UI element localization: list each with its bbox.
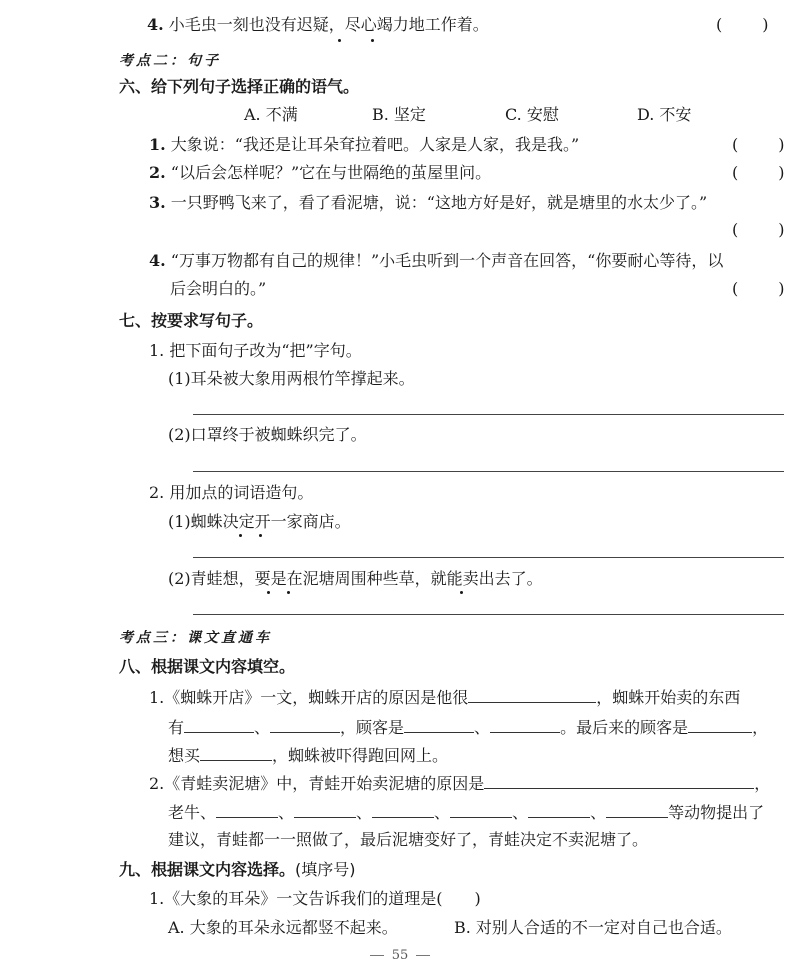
blank[interactable] (484, 772, 754, 789)
emphasis-dot (267, 591, 270, 594)
blank[interactable] (200, 744, 272, 761)
dash-decoration (370, 955, 384, 956)
emphasis-dot (239, 534, 242, 537)
fill-line-4: 2.《青蛙卖泥塘》中，青蛙开始卖泥塘的原因是 ， (149, 774, 771, 793)
emphasis-dot (460, 591, 463, 594)
section-7-title: 七、按要求写句子。 (119, 311, 264, 330)
writing-line[interactable] (193, 414, 784, 415)
fill-line-2: 有 、 ，顾客是 、 。最后来的顾客是 ， (168, 718, 769, 737)
emphasis-dot (338, 39, 341, 42)
choice-option-b[interactable]: B. 对别人合适的不一定对自己也合适。 (454, 918, 732, 937)
sub-item: (2)青蛙想，要是在泥塘周围种些草，就能卖出去了。 (168, 569, 543, 588)
sub-question: 2. 用加点的词语造句。 (149, 483, 314, 502)
emphasis-dot (371, 39, 374, 42)
section-6-title: 六、给下列句子选择正确的语气。 (119, 77, 360, 96)
section-8-title: 八、根据课文内容填空。 (119, 657, 296, 676)
dash-decoration (416, 955, 430, 956)
blank[interactable] (450, 801, 512, 818)
section-9-title: 九、根据课文内容选择。(填序号) (119, 860, 356, 879)
blank[interactable] (468, 686, 596, 703)
blank[interactable] (606, 801, 668, 818)
section-heading-kaodian-3: 考点三：课文直通车 (119, 630, 272, 646)
fill-line-3: 想买 ，蜘蛛被吓得跑回网上。 (168, 746, 449, 765)
writing-line[interactable] (193, 471, 784, 472)
blank[interactable] (490, 716, 560, 733)
tone-option: C. 安慰 (505, 105, 559, 124)
question-4-top (147, 14, 489, 36)
tone-option: A. 不满 (244, 105, 298, 124)
blank[interactable] (270, 716, 340, 733)
sentence-item-continued: 后会明白的。” (170, 279, 267, 298)
blank[interactable] (528, 801, 590, 818)
blank[interactable] (184, 716, 254, 733)
fill-line-6: 建议，青蛙都一一照做了，最后泥塘变好了，青蛙决定不卖泥塘了。 (168, 830, 649, 849)
blank[interactable] (372, 801, 434, 818)
question-number: 4. (147, 15, 164, 34)
emphasis-dot (287, 591, 290, 594)
emphasis-dot (259, 534, 262, 537)
answer-paren[interactable]: ( ) (732, 135, 785, 154)
sub-item: (1)蜘蛛决定开一家商店。 (168, 512, 351, 531)
choice-option-a[interactable]: A. 大象的耳朵永远都竖不起来。 (168, 918, 398, 937)
sentence-item: 4. “万事万物都有自己的规律！”小毛虫听到一个声音在回答，“你要耐心等待，以 (149, 251, 724, 270)
choice-question: 1.《大象的耳朵》一文告诉我们的道理是( ) (149, 889, 481, 908)
page-number: 55 (0, 948, 800, 963)
sentence-item: 2. “以后会怎样呢？”它在与世隔绝的茧屋里问。 (149, 163, 492, 182)
blank[interactable] (404, 716, 474, 733)
answer-paren[interactable]: ( ) (732, 220, 785, 239)
blank[interactable] (688, 716, 752, 733)
tone-option: D. 不安 (637, 105, 692, 124)
sub-item: (1)耳朵被大象用两根竹竿撑起来。 (168, 369, 415, 388)
question-text: 小毛虫一刻也没有迟疑，尽心竭力地工作着。 (168, 15, 489, 34)
blank[interactable] (216, 801, 278, 818)
sub-item: (2)口罩终于被蜘蛛织完了。 (168, 425, 367, 444)
answer-paren[interactable]: ( ) (732, 279, 785, 298)
section-heading-kaodian-2: 考点二：句子 (119, 53, 221, 69)
blank[interactable] (294, 801, 356, 818)
writing-line[interactable] (193, 557, 784, 558)
sub-question: 1. 把下面句子改为“把”字句。 (149, 341, 362, 360)
fill-line-1: 1.《蜘蛛开店》一文，蜘蛛开店的原因是他很 ，蜘蛛开始卖的东西 (149, 688, 741, 707)
answer-paren[interactable]: ( ) (732, 163, 785, 182)
writing-line[interactable] (193, 614, 784, 615)
tone-option: B. 坚定 (372, 105, 426, 124)
sentence-item: 1. 大象说：“我还是让耳朵耷拉着吧。人家是人家，我是我。” (149, 135, 580, 154)
answer-paren[interactable]: ( ) (716, 15, 769, 34)
sentence-item: 3. 一只野鸭飞来了，看了看泥塘，说：“这地方好是好，就是塘里的水太少了。” (149, 193, 708, 212)
fill-line-5: 老牛、 、 、 、 、 、 等动物提出了 (168, 803, 765, 822)
